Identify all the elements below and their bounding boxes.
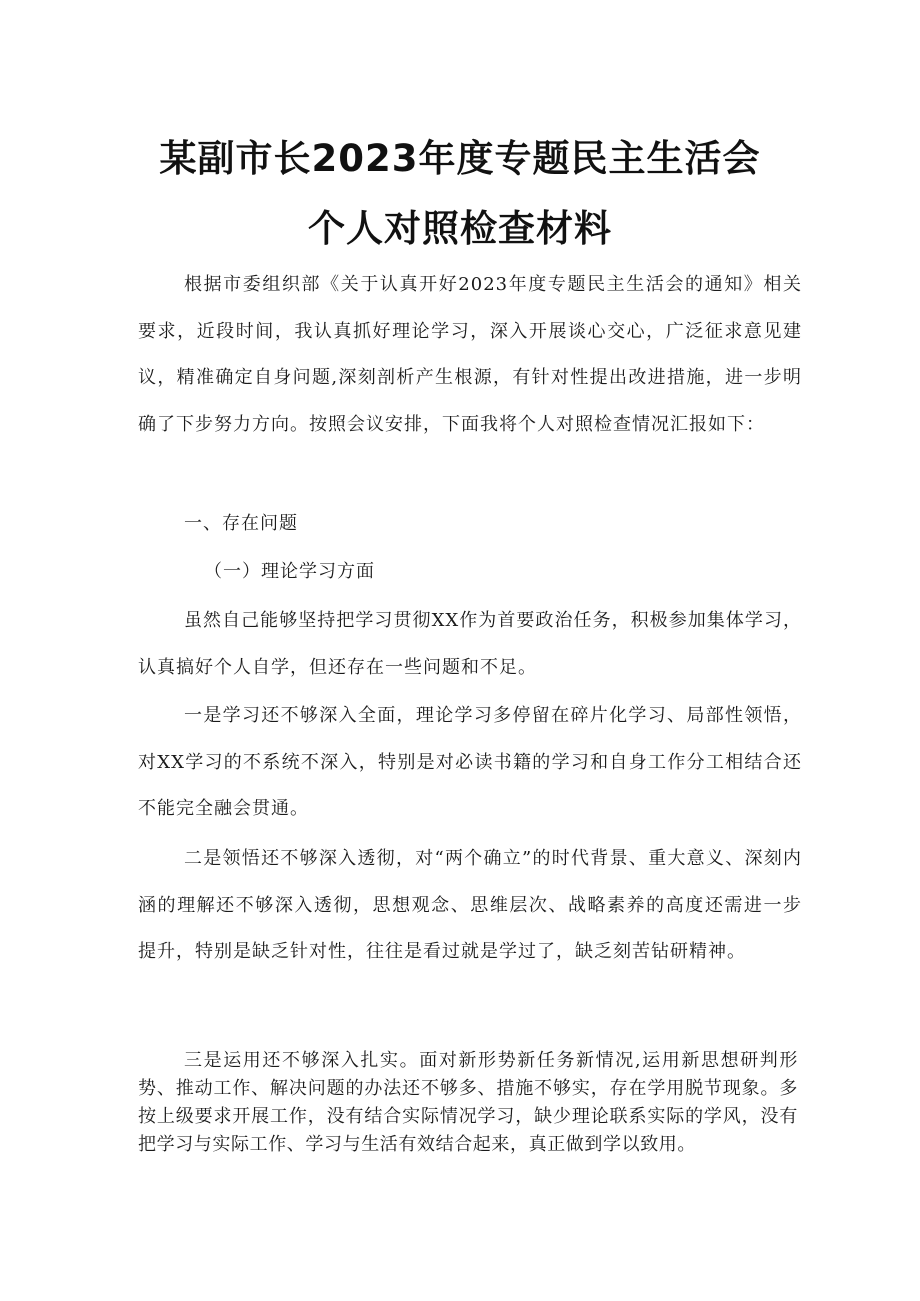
document-title-line1: 某副市长2023年度专题民主生活会 [159, 137, 761, 180]
body-paragraph-2: 一是学习还不够深入全面，理论学习多停留在碎片化学习、局部性领悟，对XX学习的不系统不深入，特别是对必读书籍的学习和自身工作分工相结合还不能完全融会贯通。 [138, 705, 802, 819]
document-title-line2: 个人对照检查材料 [308, 207, 612, 250]
body-paragraph-3: 二是领悟还不够深入透彻，对“两个确立”的时代背景、重大意义、深刻内涵的理解还不够深入透彻，思想观念、思维层次、战略素养的高度还需进一步提升，特别是缺乏针对性，往往是看过就是学过了，缺乏刻苦钻研精神。 [138, 848, 802, 962]
body-paragraph-1: 虽然自己能够坚持把学习贯彻XX作为首要政治任务，积极参加集体学习，认真搞好个人自学，但还存在一些问题和不足。 [138, 610, 802, 678]
section-heading: 一、存在问题 [184, 513, 298, 534]
intro-paragraph: 根据市委组织部《关于认真开好2023年度专题民主生活会的通知》相关要求，近段时间，我认真抓好理论学习，深入开展谈心交心，广泛征求意见建议，精准确定自身问题,深刻剖析产生根源，有针对性提出改进措施，进一步明确了下步努力方向。按照会议安排，下面我将个人对照检查情况汇报如下： [138, 274, 802, 435]
subsection-heading: （一）理论学习方面 [204, 561, 375, 582]
body-paragraph-4: 三是运用还不够深入扎实。面对新形势新任务新情况,运用新思想研判形势、推动工作、解决问题的办法还不够多、措施不够实，存在学用脱节现象。多按上级要求开展工作，没有结合实际情况学习，缺少理论联系实际的学风，没有把学习与实际工作、学习与生活有效结合起来，真正做到学以致用。 [138, 1050, 798, 1155]
